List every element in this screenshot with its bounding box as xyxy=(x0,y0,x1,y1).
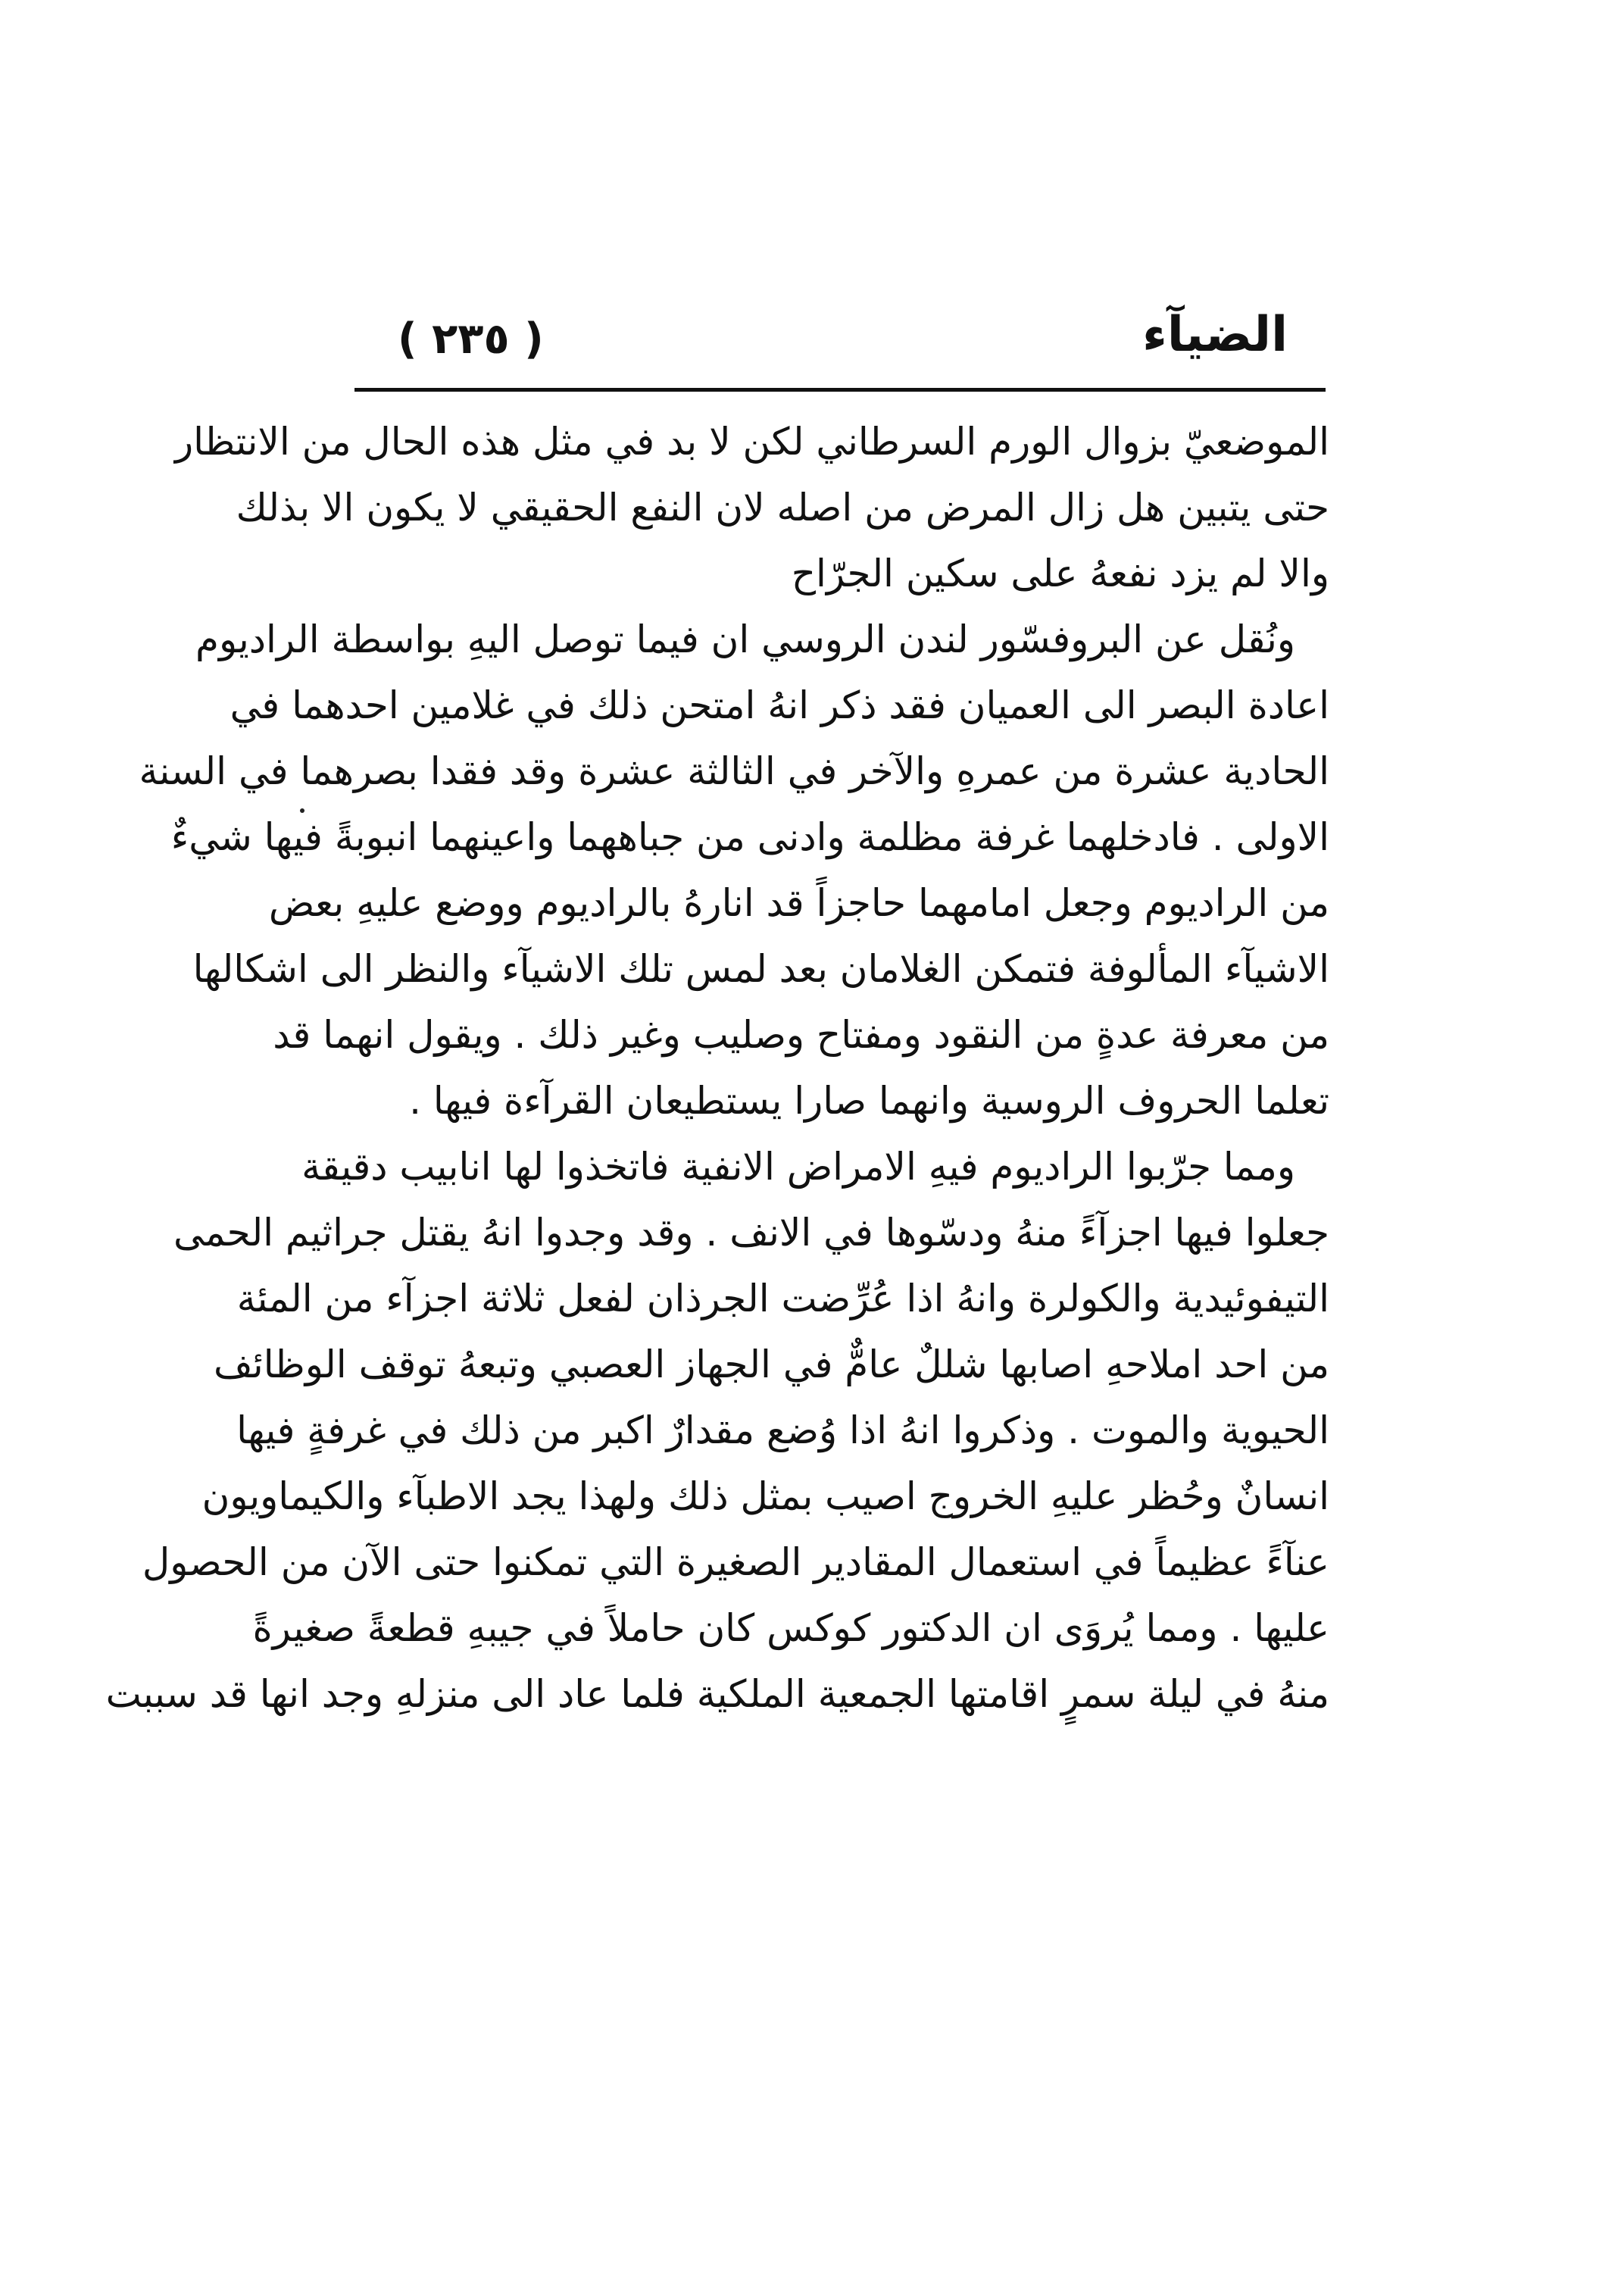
page-header xyxy=(356,307,1326,390)
text-line: الاولى . فادخلهما غرفة مظلمة وادنى من جباههما واعينهما انبوبةً فيها شيءٌ xyxy=(170,815,1329,859)
text-line: والا لم يزد نفعهُ على سكين الجرّاح xyxy=(791,552,1329,595)
text-line: ونُقل عن البروفسّور لندن الروسي ان فيما توصل اليهِ بواسطة الراديوم xyxy=(195,617,1295,661)
text-line: ومما جرّبوا الراديوم فيهِ الامراض الانفية فاتخذوا لها انابيب دقيقة xyxy=(301,1145,1295,1189)
text-line: الحادية عشرة من عمرهِ والآخر في الثالثة عشرة وقد فقدا بصرهما في السنة xyxy=(139,749,1329,793)
text-line: الموضعيّ بزوال الورم السرطاني لكن لا بد في مثل هذه الحال من الانتظار xyxy=(174,420,1329,464)
text-line: حتى يتبين هل زال المرض من اصله لان النفع الحقيقي لا يكون الا بذلك xyxy=(236,486,1329,530)
text-line: اعادة البصر الى العميان فقد ذكر انهُ امتحن ذلك في غلامين احدهما في xyxy=(230,683,1329,727)
page-number: ( ٢٣٥ ) xyxy=(398,314,544,364)
text-line: عليها . ومما يُروَى ان الدكتور كوكس كان حاملاً في جيبهِ قطعةً صغيرةً xyxy=(252,1606,1329,1650)
journal-title: الضيآء xyxy=(1142,307,1288,363)
text-line: عنآءً عظيماً في استعمال المقادير الصغيرة التي تمكنوا حتى الآن من الحصول xyxy=(142,1540,1329,1584)
text-line: انسانٌ وحُظر عليهِ الخروج اصيب بمثل ذلك ولهذا يجد الاطبآء والكيماويون xyxy=(201,1474,1329,1518)
text-line: الحيوية والموت . وذكروا انهُ اذا وُضع مقدارٌ اكبر من ذلك في غرفةٍ فيها xyxy=(236,1408,1329,1452)
text-line: من معرفة عدةٍ من النقود ومفتاح وصليب وغير ذلك . ويقول انهما قد xyxy=(273,1013,1329,1057)
text-line: تعلما الحروف الروسية وانهما صارا يستطيعان القرآءة فيها . xyxy=(409,1079,1329,1123)
text-line: منهُ في ليلة سمرٍ اقامتها الجمعية الملكية فلما عاد الى منزلهِ وجد انها قد سببت xyxy=(105,1672,1329,1716)
text-line: جعلوا فيها اجزآءً منهُ ودسّوها في الانف . وقد وجدوا انهُ يقتل جراثيم الحمى xyxy=(173,1211,1329,1255)
body-text xyxy=(105,409,1329,1727)
header-rule xyxy=(354,388,1326,392)
text-line: التيفوئيدية والكولرة وانهُ اذا عُرِّضت الجرذان لفعل ثلاثة اجزآء من المئة xyxy=(236,1277,1329,1321)
text-line: الاشيآء المألوفة فتمكن الغلامان بعد لمس تلك الاشيآء والنظر الى اشكالها xyxy=(192,947,1329,991)
text-line: من احد املاحهِ اصابها شللٌ عامٌّ في الجهاز العصبي وتبعهُ توقف الوظائف xyxy=(214,1342,1329,1386)
text-line: من الراديوم وجعل امامهما حاجزاً قد انارهُ بالراديوم ووضع عليهِ بعض xyxy=(268,881,1329,925)
